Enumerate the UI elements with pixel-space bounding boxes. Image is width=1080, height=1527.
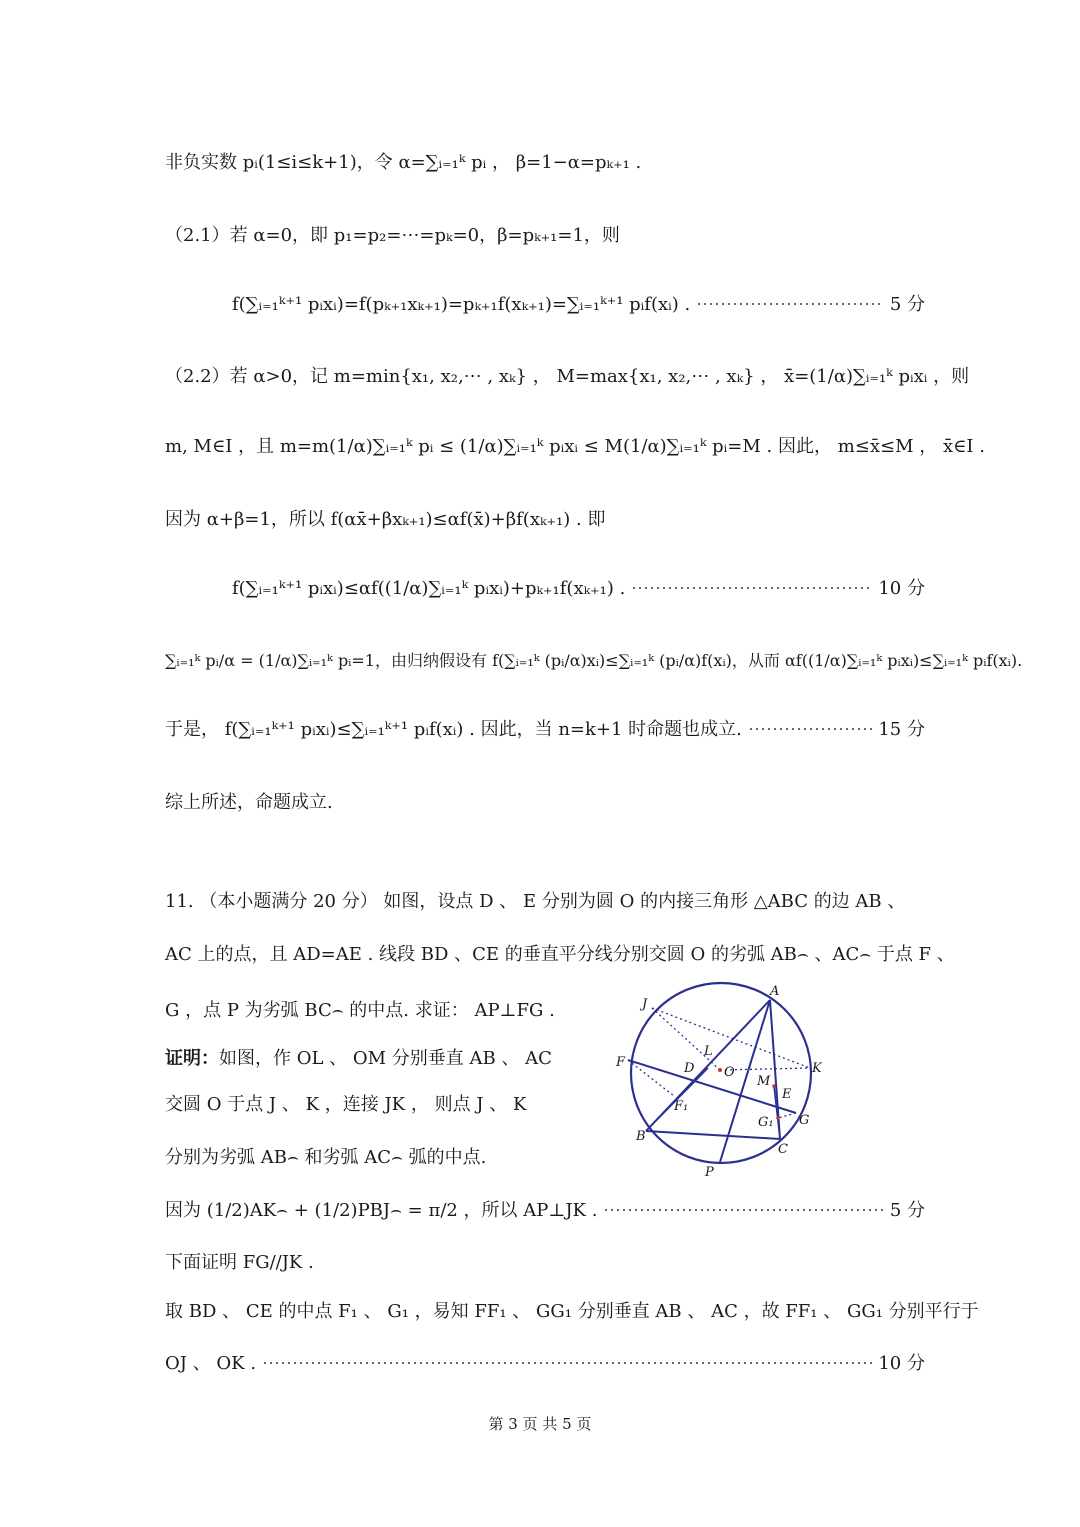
segment-fg [628,1060,796,1113]
segment-jk [652,1008,810,1068]
proof-line-5: 下面证明 FG//JK . [165,1252,314,1273]
label-k: K [812,1061,822,1076]
proof-text: 如图，作 OL 、 OM 分别垂直 AB 、 AC [219,1048,552,1069]
text-line-3: （2.2）若 α>0，记 m=min{x₁, x₂,⋯ , xₖ} ， M=max{x₁, x₂,⋯ , xₖ} ， x̄=(1/α)∑ᵢ₌₁ᵏ pᵢxᵢ ，则 [165,366,970,387]
geometry-diagram [612,978,832,1180]
dot-leader [262,1361,872,1365]
text-line-1: 非负实数 pᵢ(1≤i≤k+1)，令 α=∑ᵢ₌₁ᵏ pᵢ ， β=1−α=pₖ₊₁ . [165,152,642,173]
side-bc [646,1131,780,1139]
label-o: O [724,1065,735,1080]
formula-line-2 [232,574,925,604]
score-label: 15 分 [878,719,925,740]
formula-text: f(∑ᵢ₌₁ᵏ⁺¹ pᵢxᵢ)≤αf((1/α)∑ᵢ₌₁ᵏ pᵢxᵢ)+pₖ₊₁f(xₖ₊₁) . [232,578,626,599]
text-line-2: （2.1）若 α=0，即 p₁=p₂=⋯=pₖ=0，β=pₖ₊₁=1，则 [165,225,620,246]
point-e [772,1084,776,1088]
formula-text: 因为 (1/2)AK⌢ + (1/2)PBJ⌢ = π/2 ，所以 AP⊥JK . [165,1200,598,1221]
problem-11-line-3: G ，点 P 为劣弧 BC⌢ 的中点. 求证： AP⊥FG . [165,1000,555,1021]
proof-line-7 [165,1349,925,1379]
label-p: P [705,1165,714,1180]
dot-leader [631,586,872,590]
score-label: 10 分 [878,578,925,599]
text-line-4: m, M∈I ，且 m=m(1/α)∑ᵢ₌₁ᵏ pᵢ ≤ (1/α)∑ᵢ₌₁ᵏ pᵢxᵢ ≤ M(1/α)∑ᵢ₌₁ᵏ pᵢ=M . 因此， m≤x̄≤M ， x̄∈I . [165,436,985,457]
page-footer: 第 3 页 共 5 页 [488,1415,592,1433]
text-line-6: ∑ᵢ₌₁ᵏ pᵢ/α = (1/α)∑ᵢ₌₁ᵏ pᵢ=1，由归纳假设有 f(∑ᵢ₌₁ᵏ (pᵢ/α)xᵢ)≤∑ᵢ₌₁ᵏ (pᵢ/α)f(xᵢ)，从而 αf((1/α)∑ᵢ₌₁ᵏ pᵢxᵢ)≤∑ᵢ₌₁ᵏ pᵢf(xᵢ). [165,651,1023,670]
dot-leader [748,727,872,731]
score-label: 5 分 [889,1200,925,1221]
formula-text: OJ 、 OK . [165,1353,257,1374]
dot-leader [603,1208,883,1212]
label-b: B [636,1129,646,1144]
label-m: M [757,1074,771,1089]
text-line-5: 因为 α+β=1，所以 f(αx̄+βxₖ₊₁)≤αf(x̄)+βf(xₖ₊₁) . 即 [165,509,606,530]
proof-line-2: 交圆 O 于点 J 、 K ，连接 JK ， 则点 J 、 K [165,1094,527,1115]
score-label: 5 分 [889,294,925,315]
label-j: J [642,997,648,1012]
formula-text: f(∑ᵢ₌₁ᵏ⁺¹ pᵢxᵢ)=f(pₖ₊₁xₖ₊₁)=pₖ₊₁f(xₖ₊₁)=∑ᵢ₌₁ᵏ⁺¹ pᵢf(xᵢ) . [232,294,691,315]
label-e: E [782,1087,792,1102]
problem-11-line-2: AC 上的点，且 AD=AE . 线段 BD 、CE 的垂直平分线分别交圆 O 的劣弧 AB⌢ 、AC⌢ 于点 F 、 [165,944,955,965]
label-c: C [778,1142,788,1157]
problem-11-line-1: 11. （本小题满分 20 分） 如图，设点 D 、 E 分别为圆 O 的内接三角形 △ABC 的边 AB 、 [165,891,906,912]
label-g: G [799,1113,810,1128]
formula-line-3 [165,715,925,745]
point-o [718,1068,722,1072]
proof-line-1 [165,1044,565,1074]
dot-leader [696,302,884,306]
conclusion-line: 综上所述，命题成立. [165,792,333,813]
label-a: A [770,984,780,999]
label-l: L [704,1044,713,1059]
proof-line-6: 取 BD 、 CE 的中点 F₁ 、 G₁ ，易知 FF₁ 、 GG₁ 分别垂直 AB 、 AC ，故 FF₁ 、 GG₁ 分别平行于 [165,1301,979,1322]
formula-line-1 [232,290,925,320]
geometry-figure [612,978,832,1180]
formula-text: 于是， f(∑ᵢ₌₁ᵏ⁺¹ pᵢxᵢ)≤∑ᵢ₌₁ᵏ⁺¹ pᵢf(xᵢ) . 因此，当 n=k+1 时命题也成立. [165,719,742,740]
label-d: D [684,1061,695,1076]
proof-line-3: 分别为劣弧 AB⌢ 和劣弧 AC⌢ 弧的中点. [165,1147,487,1168]
label-g1: G₁ [758,1115,774,1130]
proof-heading: 证明： [165,1048,219,1069]
label-f: F [616,1055,626,1070]
segment-gg1 [778,1113,796,1118]
label-f1: F₁ [674,1099,689,1114]
proof-line-4 [165,1196,925,1226]
score-label: 10 分 [878,1353,925,1374]
segment-ff1 [628,1060,674,1096]
point-g1 [776,1116,780,1120]
